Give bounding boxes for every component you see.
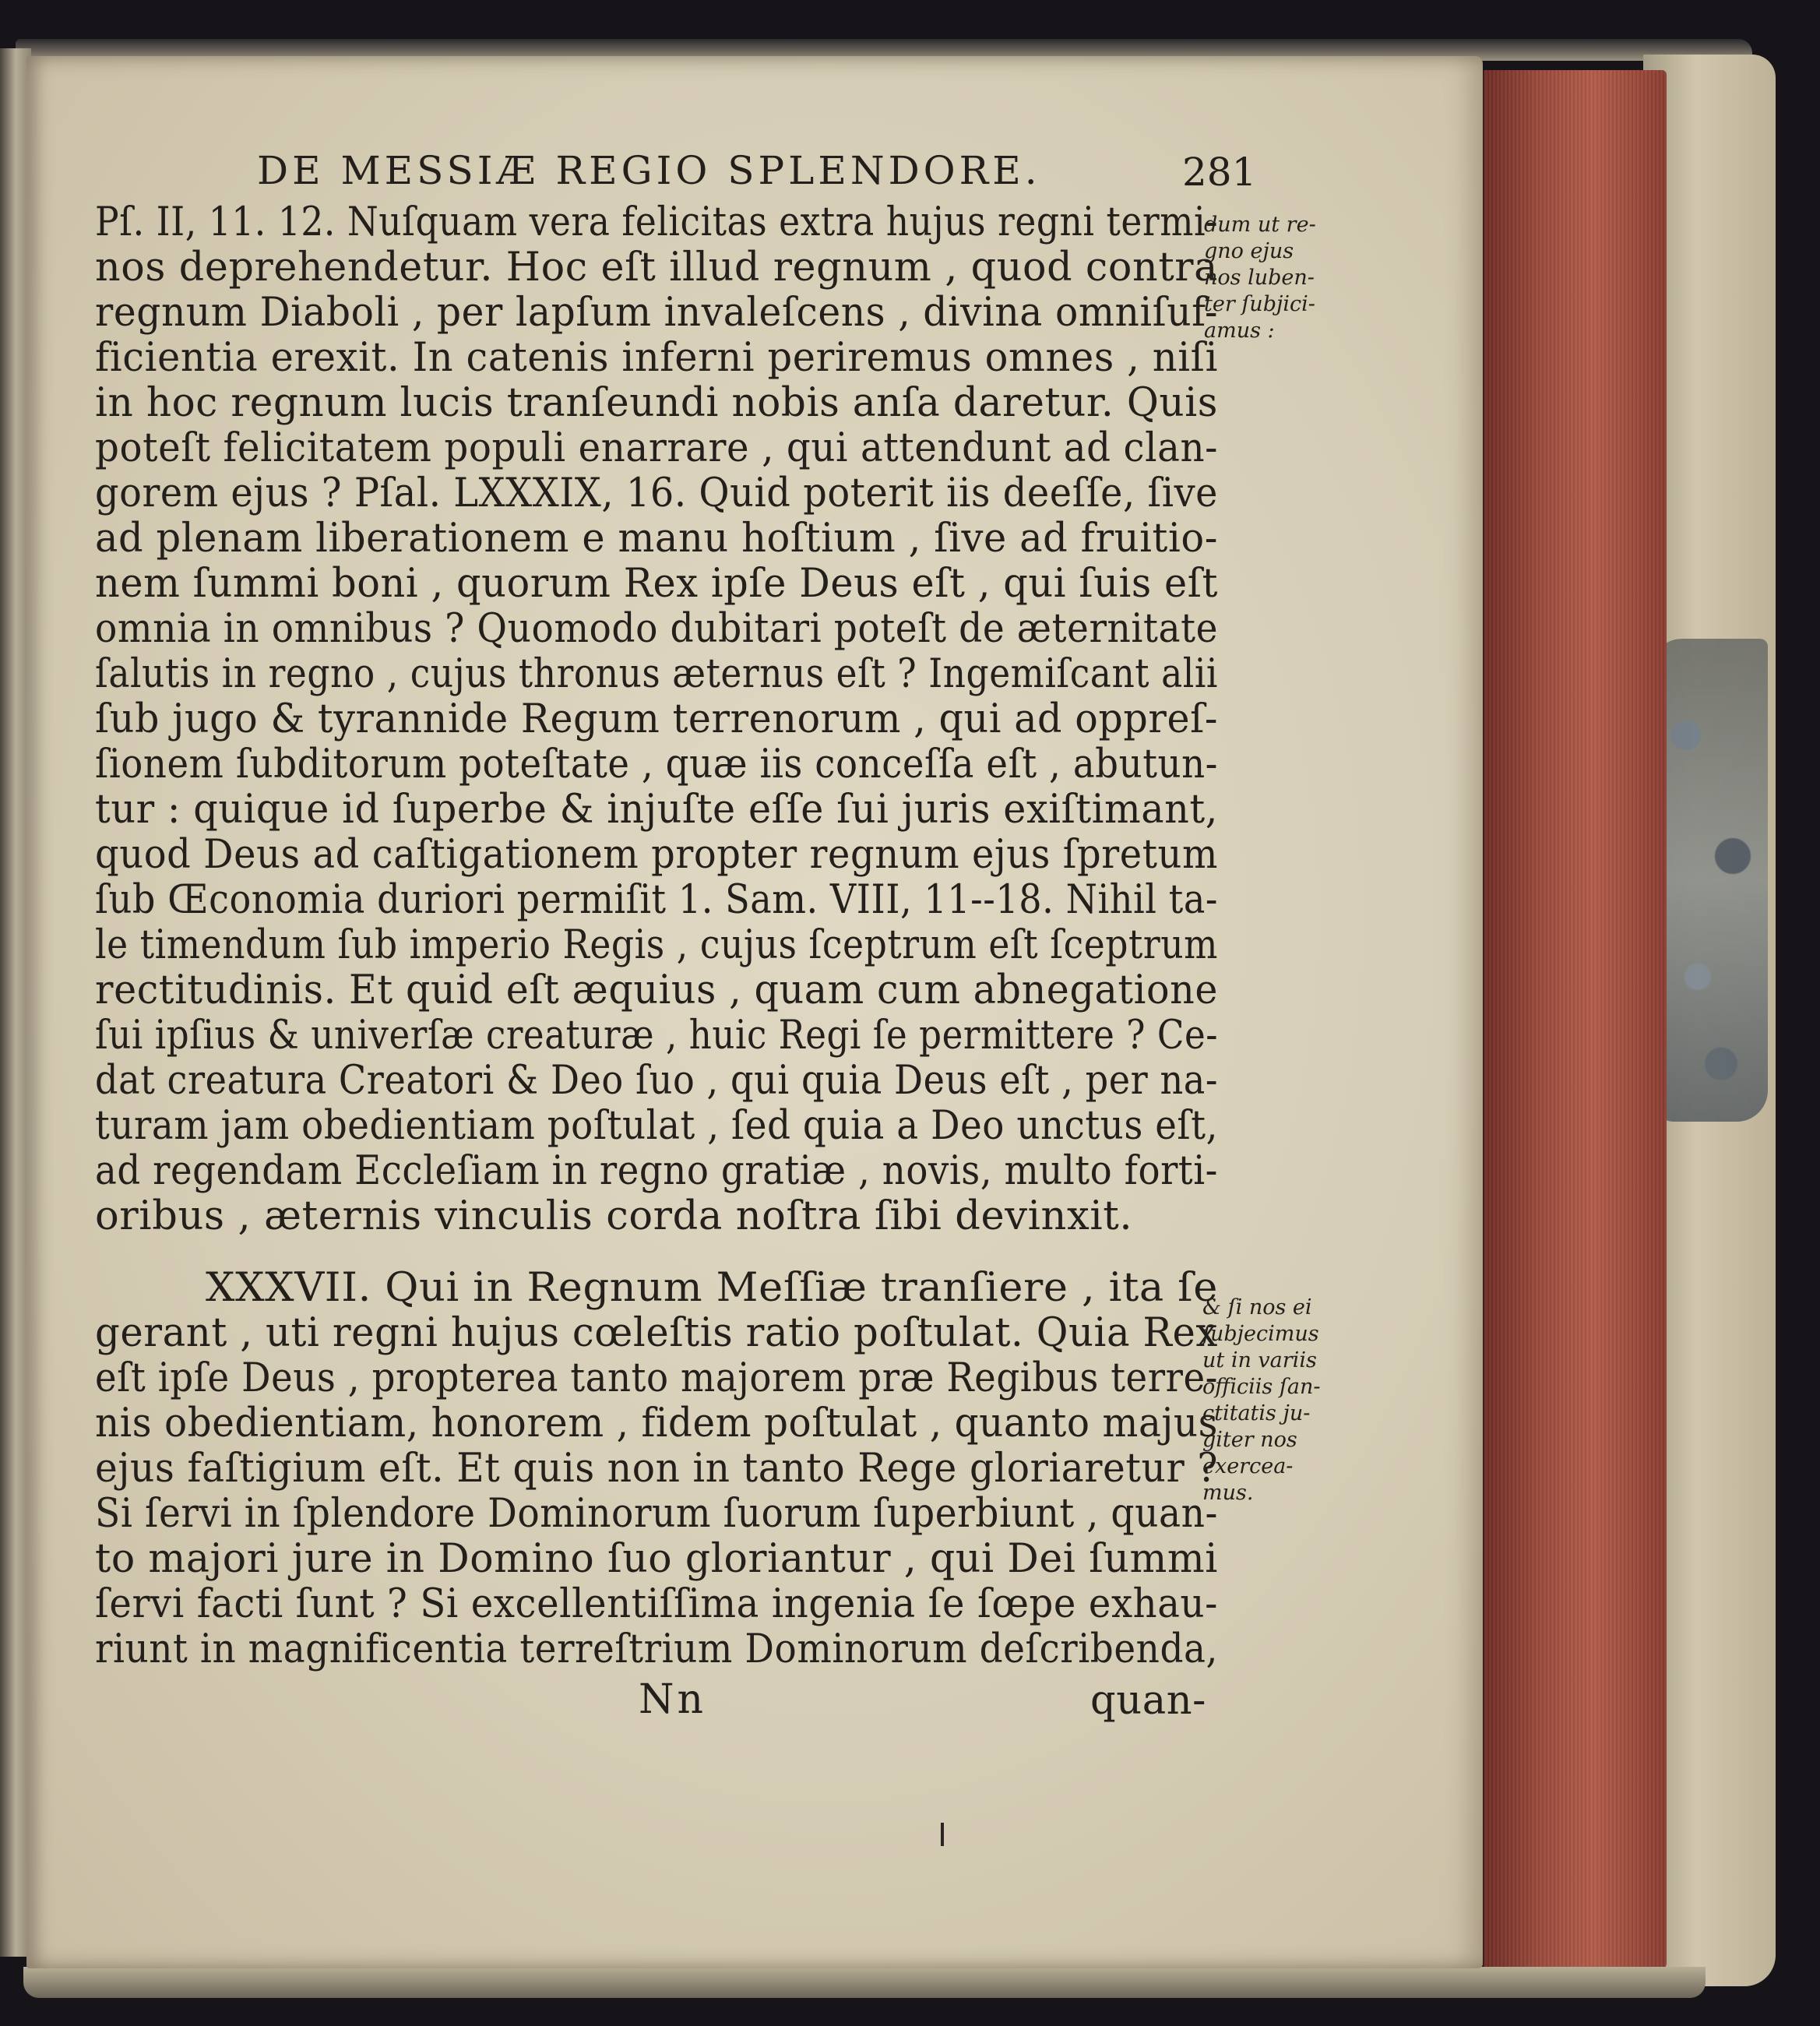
body-line: rectitudinis. Et quid eſt æquius , quam cum abnegatione: [95, 967, 1218, 1013]
margin-note-line: ter ſubjici-: [1204, 292, 1315, 316]
body-line: quod Deus ad caſtigationem propter regnum ejus ſpretum: [95, 832, 1218, 878]
body-line: omnia in omnibus ? Quomodo dubitari poteſt de æternitate: [95, 606, 1218, 652]
margin-note-line: giter nos: [1202, 1428, 1297, 1452]
red-page-edges: [1484, 70, 1667, 1971]
margin-note-line: ctitatis ju-: [1202, 1401, 1311, 1425]
body-line: gorem ejus ? Pſal. LXXXIX, 16. Quid poterit iis deeſſe, ſive: [95, 470, 1218, 516]
body-line: nem ſummi boni , quorum Rex ipſe Deus eſt , qui ſuis eſt: [95, 561, 1218, 607]
body-line: tur : quique id ſuperbe & injuſte eſſe ſui juris exiſtimant,: [95, 787, 1218, 833]
margin-note-line: amus :: [1204, 319, 1275, 343]
catchword: quan-: [1090, 1678, 1206, 1724]
body-line: le timendum ſub imperio Regis , cujus ſceptrum eſt ſceptrum: [95, 922, 1218, 968]
body-line: Si ſervi in ſplendore Dominorum ſuorum ſuperbiunt , quan-: [95, 1491, 1218, 1537]
body-line: oribus , æternis vinculis corda noſtra ſibi devinxit.: [95, 1193, 1133, 1239]
body-line: nos deprehendetur. Hoc eſt illud regnum , quod contra: [95, 245, 1218, 291]
body-line: ficientia erexit. In catenis inferni periremus omnes , niſi: [95, 335, 1218, 381]
body-line: ejus faſtigium eſt. Et quis non in tanto Rege gloriaretur ?: [95, 1446, 1218, 1492]
body-line: ſub Œconomia duriori permiſit 1. Sam. VIII, 11--18. Nihil ta-: [95, 877, 1218, 923]
signature-mark: Nn: [639, 1676, 706, 1723]
body-line: Pſ. II, 11. 12. Nuſquam vera felicitas extra hujus regni termi-: [95, 199, 1218, 245]
margin-note-line: exercea-: [1202, 1454, 1294, 1478]
body-line: poteſt felicitatem populi enarrare , qui attendunt ad clan-: [95, 425, 1218, 471]
page-number: 281: [1182, 150, 1257, 195]
margin-note-line: ut in variis: [1202, 1348, 1317, 1372]
body-line: dat creatura Creatori & Deo ſuo , qui quia Deus eſt , per na-: [95, 1058, 1218, 1104]
page-blemish: [941, 1823, 944, 1846]
margin-note-line: & ſi nos ei: [1202, 1295, 1312, 1320]
margin-note-line: dum ut re-: [1204, 213, 1316, 237]
body-line: ſui ipſius & univerſæ creaturæ , huic Regi ſe permittere ? Ce-: [95, 1013, 1218, 1059]
body-line: regnum Diaboli , per lapſum invaleſcens , divina omniſuf-: [95, 290, 1218, 336]
body-line: ſervi facti ſunt ? Si excellentiſſima ingenia ſe ſœpe exhau-: [95, 1581, 1218, 1627]
body-line: eſt ipſe Deus , propterea tanto majorem præ Regibus terre-: [95, 1355, 1218, 1401]
body-line: ſionem ſubditorum poteſtate , quæ iis conceſſa eſt , abutun-: [95, 742, 1218, 787]
body-line: nis obedientiam, honorem , fidem poſtulat , quanto majus: [95, 1401, 1218, 1446]
margin-note-line: mus.: [1202, 1481, 1254, 1505]
margin-note-line: officiis ſan-: [1202, 1375, 1321, 1399]
body-line: turam jam obedientiam poſtulat , ſed quia a Deo unctus eſt,: [95, 1103, 1218, 1149]
book-page: [26, 56, 1483, 1968]
running-title: DE MESSIÆ REGIO SPLENDORE.: [257, 148, 1041, 193]
body-line: ſub jugo & tyrannide Regum terrenorum , qui ad oppreſ-: [95, 696, 1218, 742]
body-line: in hoc regnum lucis tranſeundi nobis anſa daretur. Quis: [95, 380, 1218, 426]
margin-note-line: gno ejus: [1204, 239, 1294, 263]
section-first-line: XXXVII. Qui in Regnum Meſſiæ tranſiere , ita ſe: [206, 1265, 1218, 1311]
body-line: to majori jure in Domino ſuo gloriantur , qui Dei ſummi: [95, 1536, 1218, 1582]
marbled-paper: [1651, 639, 1768, 1122]
body-line: riunt in magnificentia terreſtrium Dominorum deſcribenda,: [95, 1626, 1218, 1672]
margin-note-line: ſubjecimus: [1202, 1322, 1319, 1346]
bottom-board: [23, 1967, 1706, 1998]
body-line: ad regendam Eccleſiam in regno gratiæ , novis, multo forti-: [95, 1148, 1218, 1194]
body-line: ad plenam liberationem e manu hoſtium , ſive ad fruitio-: [95, 516, 1218, 562]
body-line: ſalutis in regno , cujus thronus æternus eſt ? Ingemiſcant alii: [95, 651, 1218, 697]
margin-note-line: nos luben-: [1204, 266, 1315, 290]
body-line: gerant , uti regni hujus cœleſtis ratio poſtulat. Quia Rex: [95, 1310, 1218, 1356]
